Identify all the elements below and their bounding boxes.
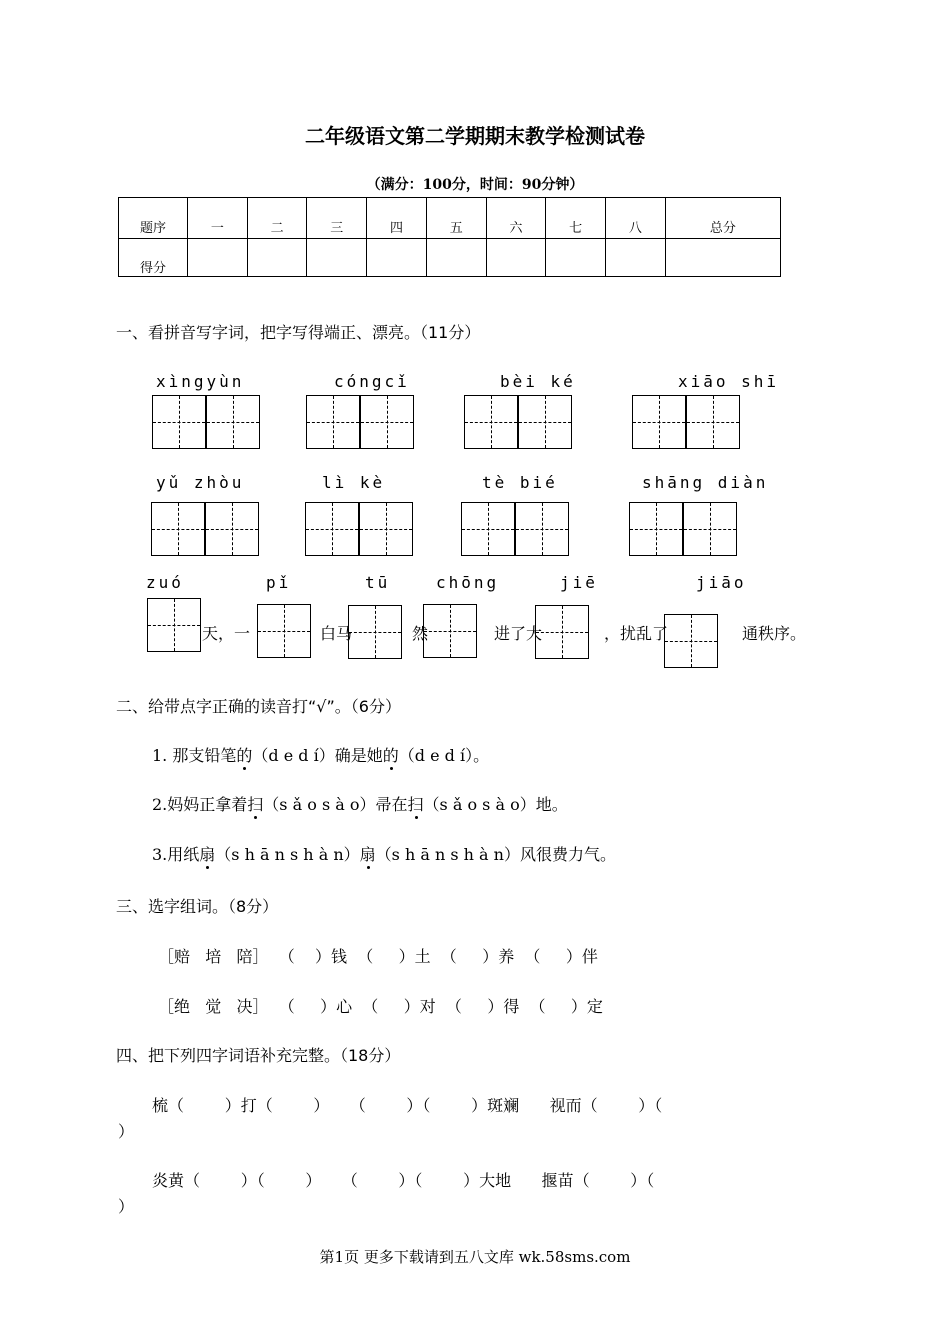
question-text[interactable]: （s ǎ o s à o）帚在 xyxy=(263,795,408,814)
score-cell xyxy=(247,239,307,277)
section-3-heading: 三、选字组词。（8分） xyxy=(116,897,279,916)
writing-box[interactable] xyxy=(151,502,205,556)
writing-box[interactable] xyxy=(664,614,718,668)
writing-box[interactable] xyxy=(152,395,206,449)
question-1 xyxy=(152,743,489,766)
sentence-fragment: 然 xyxy=(412,624,429,643)
pinyin: bèi ké xyxy=(500,372,576,391)
writing-box[interactable] xyxy=(147,598,201,652)
writing-box[interactable] xyxy=(359,502,413,556)
pinyin: tè bié xyxy=(482,473,558,492)
pinyin: xiāo shī xyxy=(678,372,780,391)
idiom-line-1-end: ） xyxy=(118,1122,135,1141)
pinyin: jiāo xyxy=(696,573,747,592)
page-subtitle: （满分：100分，时间：90分钟） xyxy=(366,177,584,193)
dotted-char: 扫 xyxy=(247,795,264,814)
idiom-line-2[interactable]: 炎黄（ ）（ ） （ ）（ ）大地 揠苗（ ）（ xyxy=(152,1171,655,1190)
score-cell xyxy=(307,239,367,277)
pinyin: cóngcǐ xyxy=(334,372,410,391)
pinyin: yǔ zhòu xyxy=(156,473,245,492)
writing-box[interactable] xyxy=(632,395,686,449)
writing-box[interactable] xyxy=(464,395,518,449)
score-header: 七 xyxy=(546,198,606,239)
score-row-label: 得分 xyxy=(119,239,188,277)
score-header: 二 xyxy=(247,198,307,239)
question-text[interactable]: （s ǎ o s à o）地。 xyxy=(423,795,568,814)
dotted-char: 的 xyxy=(382,746,399,765)
question-text[interactable]: （d e d í）确是她 xyxy=(252,746,383,765)
score-cell xyxy=(486,239,546,277)
writing-box[interactable] xyxy=(518,395,572,449)
score-cell xyxy=(367,239,427,277)
question-text[interactable]: （d e d í）。 xyxy=(398,746,490,765)
page-title: 二年级语文第二学期期末教学检测试卷 xyxy=(305,124,645,148)
score-header: 一 xyxy=(188,198,248,239)
score-cell xyxy=(606,239,666,277)
writing-box[interactable] xyxy=(306,395,360,449)
page-footer: 第1页 更多下载请到五八文库 wk.58sms.com xyxy=(319,1248,631,1266)
score-cell xyxy=(546,239,606,277)
dotted-char: 扫 xyxy=(407,795,424,814)
section-2-heading: 二、给带点字正确的读音打“√”。（6分） xyxy=(116,697,401,716)
idiom-line-2-end: ） xyxy=(118,1197,135,1216)
pinyin: lì kè xyxy=(322,473,386,492)
question-text: 1. 那支铅笔 xyxy=(152,746,237,765)
score-header: 八 xyxy=(606,198,666,239)
question-text: 3.用纸 xyxy=(152,845,200,864)
score-cell xyxy=(426,239,486,277)
score-header: 四 xyxy=(367,198,427,239)
sentence-fragment: 通秩序。 xyxy=(742,624,807,643)
score-header: 五 xyxy=(426,198,486,239)
writing-box[interactable] xyxy=(461,502,515,556)
score-header: 题序 xyxy=(119,198,188,239)
pinyin: pǐ xyxy=(266,573,292,592)
score-cell xyxy=(665,239,780,277)
question-3 xyxy=(152,842,616,865)
writing-box[interactable] xyxy=(683,502,737,556)
score-header: 总分 xyxy=(665,198,780,239)
question-text[interactable]: （s h ā n s h à n）风很费力气。 xyxy=(375,845,616,864)
dotted-char: 的 xyxy=(236,746,253,765)
pinyin: tū xyxy=(365,573,391,592)
question-2 xyxy=(152,792,568,815)
pinyin: shāng diàn xyxy=(642,473,769,492)
sentence-fragment: 白马 xyxy=(320,624,353,643)
word-choice-line-2[interactable]: ［绝 觉 决］ （ ）心 （ ）对 （ ）得 （ ）定 xyxy=(158,997,603,1016)
dotted-char: 扇 xyxy=(359,845,376,864)
writing-box[interactable] xyxy=(535,605,589,659)
score-header: 六 xyxy=(486,198,546,239)
dotted-char: 扇 xyxy=(199,845,216,864)
sentence-fragment: 进了大 xyxy=(494,624,543,643)
pinyin: jiē xyxy=(560,573,598,592)
question-text: 2.妈妈正拿着 xyxy=(152,795,248,814)
sentence-fragment: 天，一 xyxy=(202,624,251,643)
writing-box[interactable] xyxy=(206,395,260,449)
writing-box[interactable] xyxy=(305,502,359,556)
writing-box[interactable] xyxy=(686,395,740,449)
section-4-heading: 四、把下列四字词语补充完整。（18分） xyxy=(116,1046,401,1065)
question-text[interactable]: （s h ā n s h à n） xyxy=(215,845,360,864)
writing-box[interactable] xyxy=(348,605,402,659)
score-cell xyxy=(188,239,248,277)
idiom-line-1[interactable]: 梳（ ）打（ ） （ ）（ ）斑斓 视而（ ）（ xyxy=(152,1096,663,1115)
writing-box[interactable] xyxy=(205,502,259,556)
score-table xyxy=(118,197,781,277)
writing-box[interactable] xyxy=(423,604,477,658)
pinyin: zuó xyxy=(146,573,184,592)
writing-box[interactable] xyxy=(629,502,683,556)
writing-box[interactable] xyxy=(515,502,569,556)
pinyin: xìngyùn xyxy=(156,372,245,391)
writing-box[interactable] xyxy=(360,395,414,449)
word-choice-line-1[interactable]: ［赔 培 陪］ （ ）钱 （ ）土 （ ）养 （ ）伴 xyxy=(158,947,598,966)
section-1-heading: 一、看拼音写字词，把字写得端正、漂亮。（11分） xyxy=(116,323,481,342)
pinyin: chōng xyxy=(436,573,500,592)
score-header: 三 xyxy=(307,198,367,239)
writing-box[interactable] xyxy=(257,604,311,658)
sentence-fragment: ，扰乱了 xyxy=(604,624,669,643)
